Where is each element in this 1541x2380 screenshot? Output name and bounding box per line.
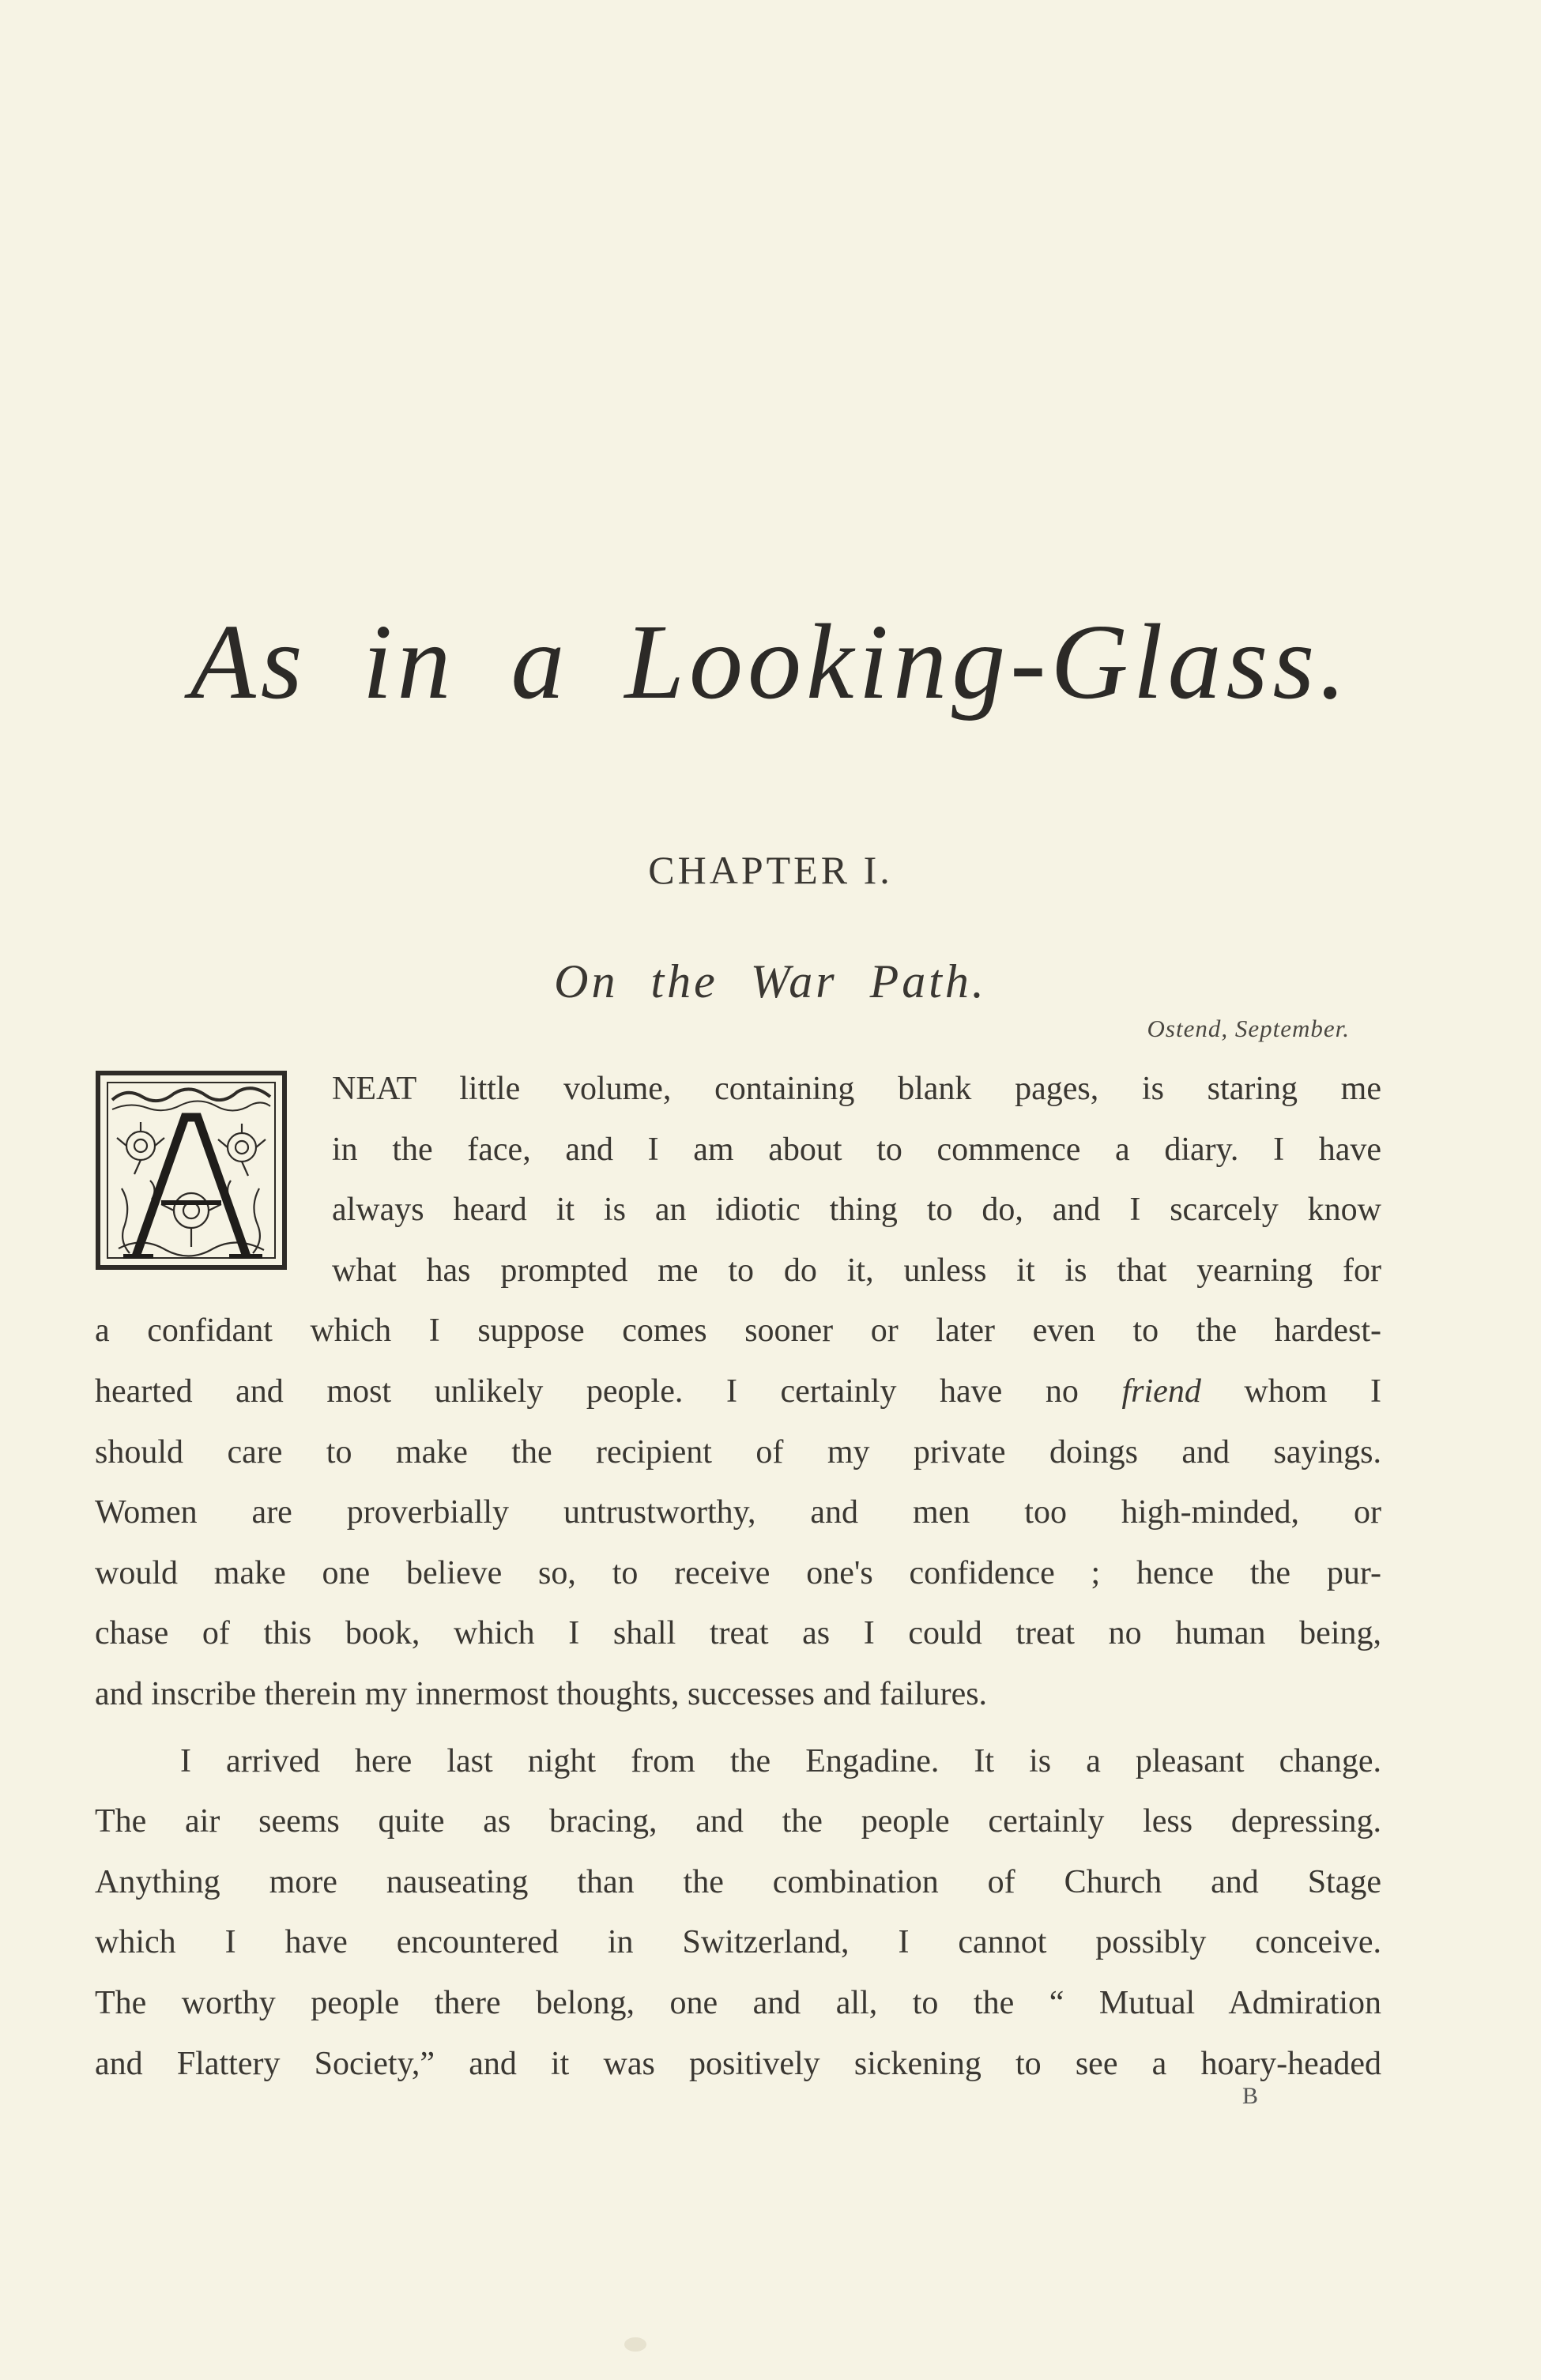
text-line: The air seems quite as bracing, and the people certainly less depressing. — [95, 1803, 1381, 1840]
text-line: would make one believe so, to receive one's confidence ; hence the pur- — [95, 1554, 1381, 1591]
text-line: chase of this book, which I shall treat as I could treat no human being, — [95, 1615, 1381, 1652]
chapter-title: On the War Path. — [554, 955, 987, 1007]
text-line: should care to make the recipient of my private doings and sayings. — [95, 1433, 1381, 1471]
body-text — [95, 1059, 1381, 2094]
text-segment: whom I — [1244, 1373, 1381, 1410]
book-title: As in a Looking-Glass. — [190, 603, 1351, 721]
paper-smudge — [624, 2337, 646, 2352]
text-line: NEAT little volume, containing blank pages, is staring me — [332, 1071, 1381, 1107]
chapter-number: CHAPTER I. — [648, 848, 893, 892]
text-line: always heard it is an idiotic thing to do, and I scarcely know — [332, 1192, 1381, 1229]
dateline: Ostend, September. — [1147, 1015, 1350, 1042]
text-line: Women are proverbially untrustworthy, and men too high-minded, or — [95, 1494, 1381, 1531]
paragraph-gap — [95, 1725, 1381, 1731]
text-line — [95, 1361, 1381, 1422]
emphasis-friend: friend — [1121, 1373, 1201, 1410]
text-line: and inscribe therein my innermost thoughts, successes and failures. — [95, 1675, 988, 1712]
text-line: I arrived here last night from the Engadine. It is a pleasant change. — [180, 1742, 1381, 1779]
text-line: in the face, and I am about to commence a diary. I have — [332, 1131, 1381, 1168]
text-line: and Flattery Society,” and it was positively sickening to see a hoary-headed — [95, 2045, 1381, 2082]
text-line: which I have encountered in Switzerland, I cannot possibly conceive. — [95, 1924, 1381, 1961]
signature-mark: B — [1242, 2083, 1259, 2109]
text-line: a confidant which I suppose comes sooner or later even to the hardest- — [95, 1312, 1381, 1350]
text-segment: hearted and most unlikely people. I certainly have no — [95, 1373, 1079, 1410]
text-line: what has prompted me to do it, unless it is that yearning for — [332, 1252, 1381, 1289]
text-line: The worthy people there belong, one and all, to the “ Mutual Admiration — [95, 1984, 1381, 2021]
text-line: Anything more nauseating than the combination of Church and Stage — [95, 1863, 1381, 1900]
